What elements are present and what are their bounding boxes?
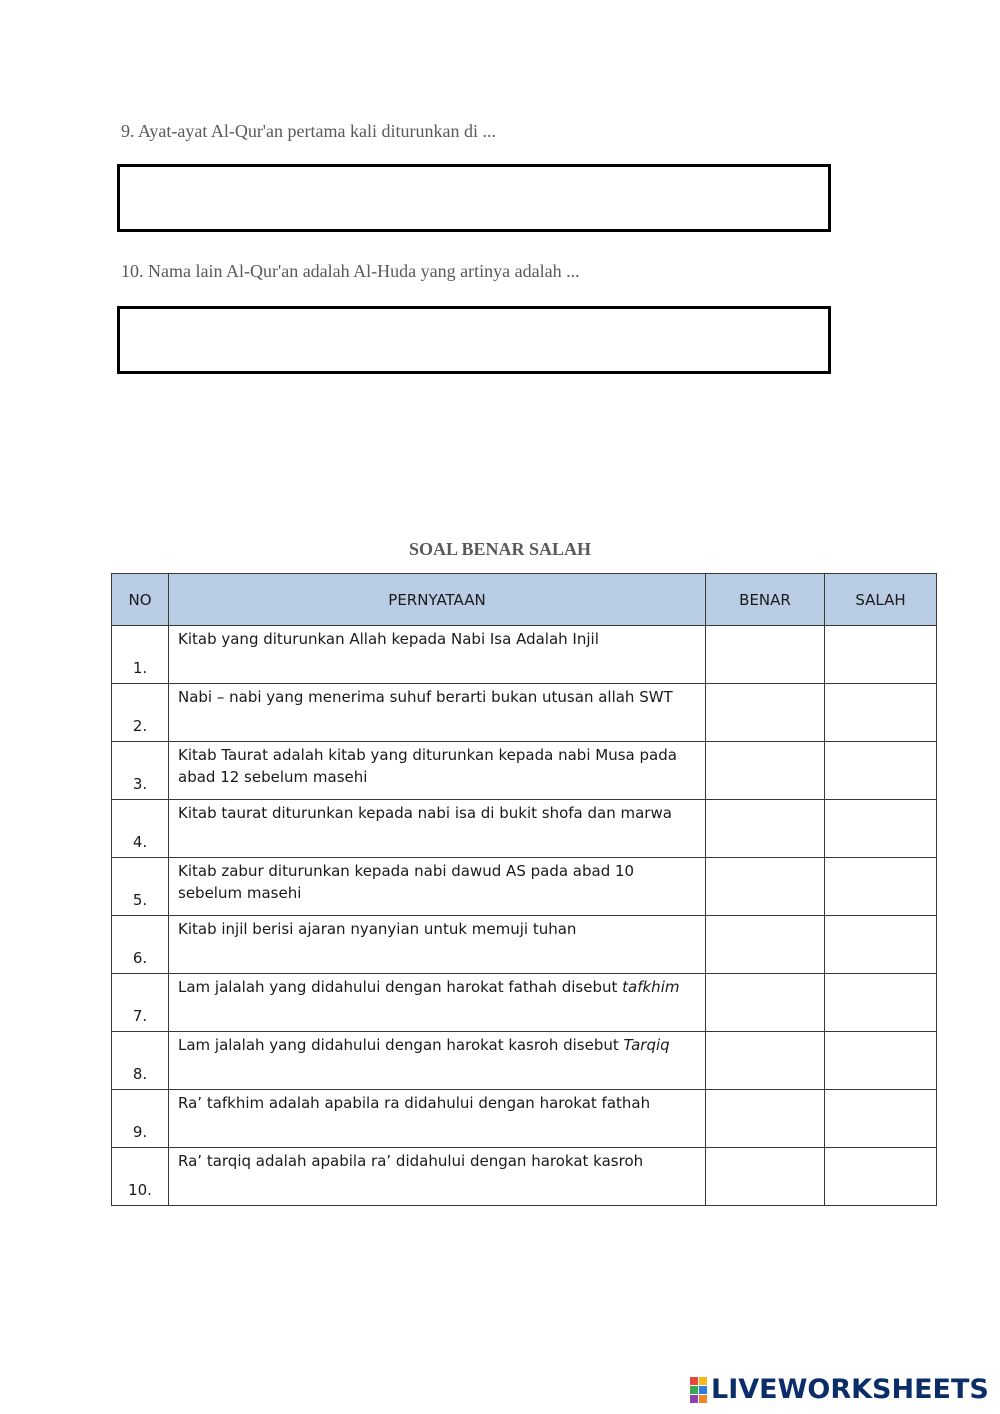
row-number: 3. [112,742,169,800]
table-row [112,1032,937,1090]
logo-mark-square [690,1377,698,1385]
logo-mark-icon [690,1377,707,1403]
header-no: NO [112,574,169,626]
row-number: 9. [112,1090,169,1148]
row-number: 2. [112,684,169,742]
statement-text: Kitab yang diturunkan Allah kepada Nabi Isa Adalah Injil [178,630,599,648]
table-row [112,1148,937,1206]
row-number: 7. [112,974,169,1032]
true-cell[interactable] [706,1148,825,1206]
table-row [112,916,937,974]
row-statement [169,916,706,974]
row-statement [169,684,706,742]
logo-mark-square [690,1395,698,1403]
row-statement [169,1032,706,1090]
false-cell[interactable] [825,974,937,1032]
statement-italic-term: tafkhim [622,978,680,996]
row-number: 1. [112,626,169,684]
row-number: 10. [112,1148,169,1206]
row-statement [169,626,706,684]
statement-text: Kitab zabur diturunkan kepada nabi dawud AS pada abad 10 sebelum masehi [178,862,635,902]
true-cell[interactable] [706,626,825,684]
logo-mark-square [699,1386,707,1394]
statement-text: Lam jalalah yang didahului dengan harokat fathah disebut [178,978,623,996]
header-false: SALAH [825,574,937,626]
table-row [112,742,937,800]
false-cell[interactable] [825,626,937,684]
false-cell[interactable] [825,800,937,858]
true-cell[interactable] [706,974,825,1032]
header-statement: PERNYATAAN [169,574,706,626]
statement-text: Nabi – nabi yang menerima suhuf berarti bukan utusan allah SWT [178,688,673,706]
table-header-row [112,574,937,626]
true-cell[interactable] [706,1032,825,1090]
row-statement [169,800,706,858]
row-statement [169,858,706,916]
row-statement [169,1090,706,1148]
true-cell[interactable] [706,742,825,800]
statement-text: Ra’ tafkhim adalah apabila ra didahului dengan harokat fathah [178,1094,651,1112]
row-statement [169,1148,706,1206]
statement-text: Kitab injil berisi ajaran nyanyian untuk memuji tuhan [178,920,577,938]
false-cell[interactable] [825,858,937,916]
row-number: 6. [112,916,169,974]
row-number: 5. [112,858,169,916]
row-statement [169,742,706,800]
question-9-answer-box[interactable] [117,164,831,232]
table-row [112,626,937,684]
liveworksheets-logo [690,1374,989,1405]
logo-mark-square [699,1395,707,1403]
question-10-answer-box[interactable] [117,306,831,374]
row-number: 4. [112,800,169,858]
false-cell[interactable] [825,742,937,800]
table-row [112,684,937,742]
table-row [112,800,937,858]
true-cell[interactable] [706,858,825,916]
statement-text: Lam jalalah yang didahului dengan harokat kasroh disebut [178,1036,624,1054]
true-cell[interactable] [706,1090,825,1148]
table-row [112,974,937,1032]
statement-italic-term: Tarqiq [623,1036,670,1054]
true-false-table [111,573,937,1206]
table-row [112,858,937,916]
true-cell[interactable] [706,916,825,974]
header-true: BENAR [706,574,825,626]
logo-mark-square [690,1386,698,1394]
statement-text: Kitab Taurat adalah kitab yang diturunkan kepada nabi Musa pada abad 12 sebelum masehi [178,746,677,786]
false-cell[interactable] [825,916,937,974]
statement-text: Ra’ tarqiq adalah apabila ra’ didahului dengan harokat kasroh [178,1152,644,1170]
statement-text: Kitab taurat diturunkan kepada nabi isa di bukit shofa dan marwa [178,804,672,822]
row-statement [169,974,706,1032]
false-cell[interactable] [825,684,937,742]
logo-text: LIVEWORKSHEETS [711,1374,989,1405]
true-cell[interactable] [706,684,825,742]
question-9-text: 9. Ayat-ayat Al-Qur'an pertama kali diturunkan di ... [121,121,496,141]
section-title: SOAL BENAR SALAH [408,539,592,559]
question-10-text: 10. Nama lain Al-Qur'an adalah Al-Huda yang artinya adalah ... [121,261,580,281]
table-row [112,1090,937,1148]
logo-mark-square [699,1377,707,1385]
false-cell[interactable] [825,1090,937,1148]
false-cell[interactable] [825,1032,937,1090]
row-number: 8. [112,1032,169,1090]
false-cell[interactable] [825,1148,937,1206]
true-cell[interactable] [706,800,825,858]
